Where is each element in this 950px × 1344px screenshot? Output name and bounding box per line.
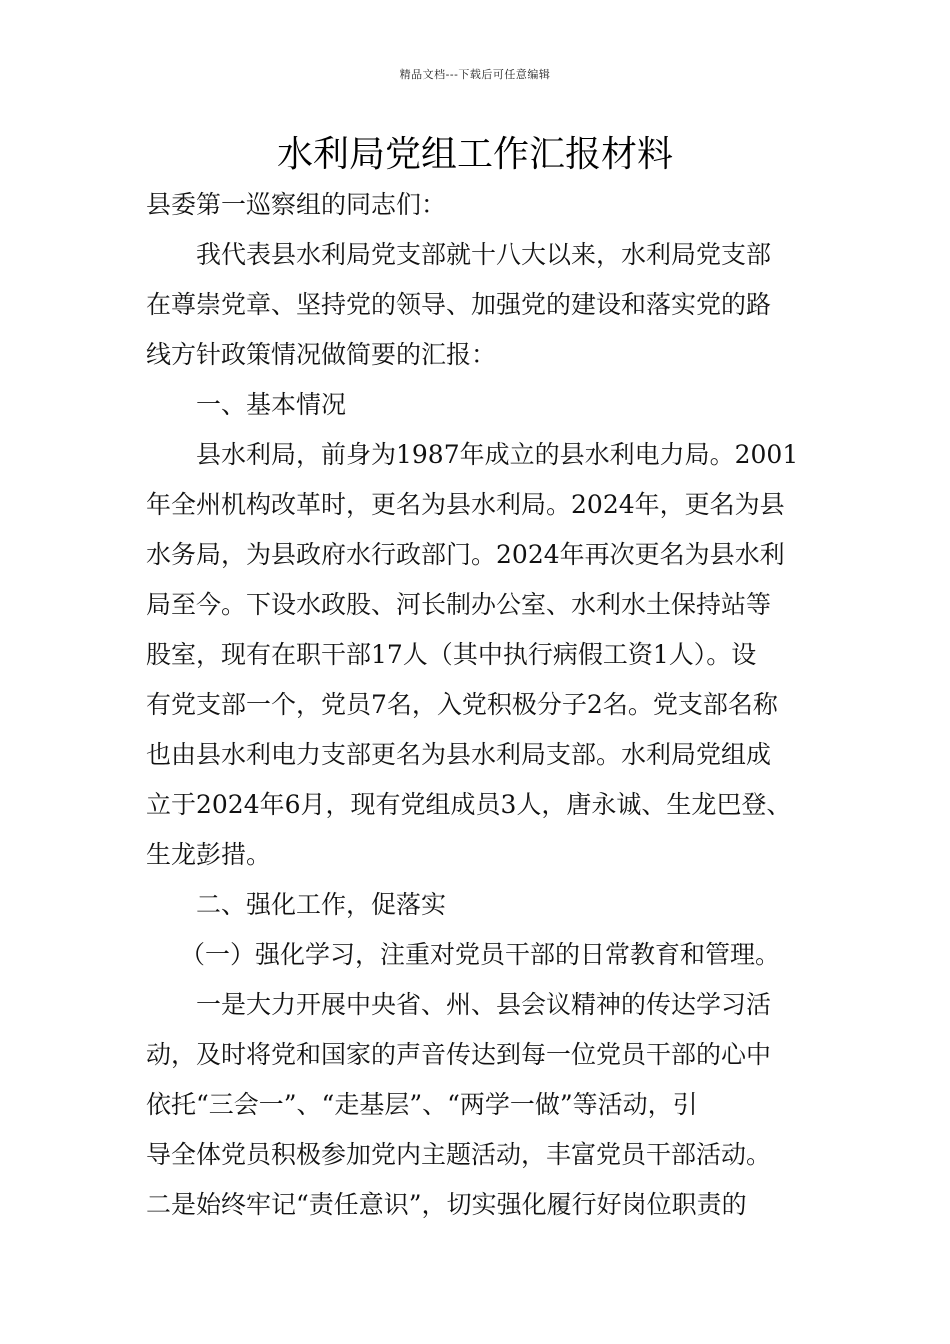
paragraph-line: 局至今。下设水政股、河长制办公室、水利水土保持站等 bbox=[146, 590, 772, 619]
document-body bbox=[146, 180, 816, 1230]
paragraph-line: 动，及时将党和国家的声音传达到每一位党员干部的心中 bbox=[146, 1040, 772, 1069]
paragraph-line: 生龙彭措。 bbox=[146, 840, 272, 869]
paragraph-line: 我代表县水利局党支部就十八大以来，水利局党支部 bbox=[196, 240, 772, 269]
paragraph-line: 有党支部一个，党员7名，入党积极分子2名。党支部名称 bbox=[146, 690, 778, 719]
paragraph-line: 导全体党员积极参加党内主题活动，丰富党员干部活动。 bbox=[146, 1140, 772, 1169]
document-title: 水利局党组工作汇报材料 bbox=[276, 134, 673, 175]
subsection-heading: （一）强化学习，注重对党员干部的日常教育和管理。 bbox=[180, 940, 781, 969]
paragraph-line: 县水利局，前身为1987年成立的县水利电力局。2001 bbox=[196, 440, 799, 469]
paragraph-line: 线方针政策情况做简要的汇报： bbox=[146, 340, 497, 369]
paragraph-line: 在尊崇党章、坚持党的领导、加强党的建设和落实党的路 bbox=[146, 290, 772, 319]
paragraph-line: 依托“三会一”、“走基层”、“两学一做”等活动，引 bbox=[146, 1090, 698, 1119]
paragraph-line: 二是始终牢记“责任意识”，切实强化履行好岗位职责的 bbox=[146, 1190, 747, 1219]
section-heading: 一、基本情况 bbox=[196, 390, 347, 419]
paragraph-line: 一是大力开展中央省、州、县会议精神的传达学习活 bbox=[196, 990, 772, 1019]
salutation-line: 县委第一巡察组的同志们： bbox=[146, 190, 447, 219]
paragraph-line: 股室，现有在职干部17人（其中执行病假工资1人）。设 bbox=[146, 640, 757, 669]
paragraph-line: 也由县水利电力支部更名为县水利局支部。水利局党组成 bbox=[146, 740, 772, 769]
paragraph-line: 水务局，为县政府水行政部门。2024年再次更名为县水利 bbox=[146, 540, 785, 569]
paragraph-line: 立于2024年6月，现有党组成员3人，唐永诚、生龙巴登、 bbox=[146, 790, 792, 819]
paragraph-line: 年全州机构改革时，更名为县水利局。2024年，更名为县 bbox=[146, 490, 785, 519]
header-note: 精品文档---下载后可任意编辑 bbox=[399, 68, 551, 81]
section-heading: 二、强化工作，促落实 bbox=[196, 890, 447, 919]
